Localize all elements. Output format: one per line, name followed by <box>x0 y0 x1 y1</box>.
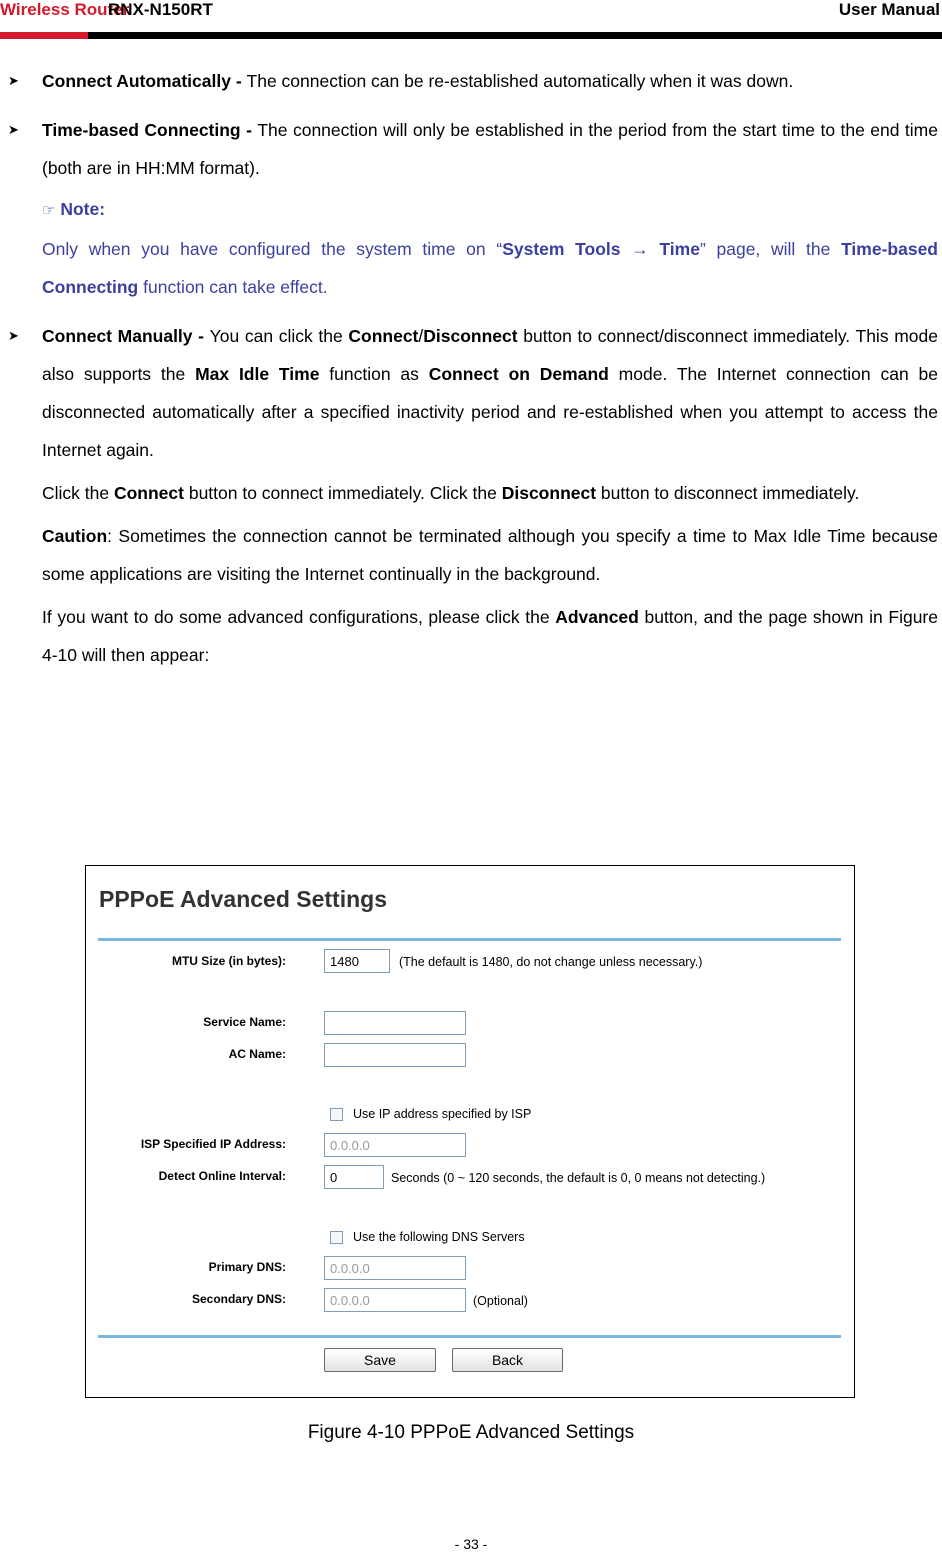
advanced-paragraph: If you want to do some advanced configurations, please click the Advanced button, and the page shown in Figure 4-10 will then appear: <box>42 607 938 665</box>
figure-bottom-rule <box>98 1335 841 1338</box>
header-rule-accent <box>0 32 88 39</box>
caution-paragraph: Caution: Sometimes the connection cannot be terminated although you specify a time to Max Idle Time because some applications are visiting the Internet continually in the background. <box>42 526 938 584</box>
detect-interval-input[interactable] <box>324 1165 384 1189</box>
bullet-term: Connect Manually - <box>42 326 210 346</box>
use-isp-ip-label: Use IP address specified by ISP <box>353 1107 532 1121</box>
header-doc-type: User Manual <box>838 0 940 19</box>
bullet-arrow-icon: ➤ <box>8 328 19 343</box>
header-brand: Wireless Router <box>0 0 130 19</box>
mtu-label: MTU Size (in bytes): <box>171 954 286 968</box>
detect-interval-hint: Seconds (0 ~ 120 seconds, the default is 0, 0 means not detecting.) <box>391 1171 766 1185</box>
header-rule <box>0 32 942 39</box>
ac-name-label: AC Name: <box>228 1047 286 1061</box>
ac-name-input[interactable] <box>324 1043 466 1067</box>
use-dns-checkbox[interactable] <box>330 1231 343 1244</box>
service-name-label: Service Name: <box>203 1015 286 1029</box>
note-heading <box>0 190 942 230</box>
secondary-dns-label: Secondary DNS: <box>191 1292 286 1306</box>
back-button[interactable]: Back <box>452 1348 563 1372</box>
mtu-hint: (The default is 1480, do not change unless necessary.) <box>399 955 703 969</box>
bullet-text: The connection can be re-established automatically when it was down. <box>246 71 794 91</box>
mtu-input[interactable] <box>324 949 390 973</box>
caution-label: Caution <box>42 526 108 546</box>
isp-ip-label: ISP Specified IP Address: <box>140 1137 286 1151</box>
bullet-arrow-icon: ➤ <box>8 73 19 88</box>
click-connect-paragraph: Click the Connect button to connect immediately. Click the Disconnect button to disconnect immediately. <box>42 483 860 503</box>
figure-title: PPPoE Advanced Settings <box>99 886 387 912</box>
pointing-hand-icon: ☞ <box>42 202 56 219</box>
primary-dns-input[interactable] <box>324 1256 466 1280</box>
page-header <box>0 0 942 42</box>
header-model: RNX-N150RT <box>108 0 213 19</box>
bullet-term: Connect Automatically - <box>42 71 247 91</box>
pppoe-advanced-settings-figure <box>85 865 855 1398</box>
service-name-input[interactable] <box>324 1011 466 1035</box>
figure-caption: Figure 4-10 PPPoE Advanced Settings <box>307 1422 635 1443</box>
figure-top-rule <box>98 938 841 941</box>
save-button[interactable]: Save <box>324 1348 436 1372</box>
bullet-term: Time-based Connecting - <box>42 120 258 140</box>
note-menu-path: System Tools → Time <box>502 239 700 259</box>
body-text <box>0 62 942 674</box>
bullet-connect-automatically <box>0 62 942 100</box>
isp-ip-input[interactable] <box>324 1133 466 1157</box>
secondary-dns-input[interactable] <box>324 1288 466 1312</box>
use-dns-label: Use the following DNS Servers <box>353 1230 525 1244</box>
primary-dns-label: Primary DNS: <box>208 1260 286 1274</box>
note-label: Note: <box>60 199 106 219</box>
bullet-time-based <box>0 111 942 187</box>
note-feature: Time-based Connecting <box>42 239 938 297</box>
bullet-text: The connection will only be established in the period from the start time to the end time (both are in HH:MM format). <box>42 120 938 178</box>
detect-interval-label: Detect Online Interval: <box>158 1169 286 1183</box>
secondary-dns-hint: (Optional) <box>473 1294 528 1308</box>
page-number: - 33 - <box>454 1536 488 1552</box>
bullet-arrow-icon: ➤ <box>8 122 19 137</box>
note-body: Only when you have configured the system time on “System Tools → Time” page, will the Time-based Connecting function can take effect. <box>42 239 938 297</box>
use-isp-ip-checkbox[interactable] <box>330 1108 343 1121</box>
bullet-connect-manually: ➤ Connect Manually - You can click the Connect/Disconnect button to connect/disconnect immediately. This mode also supports the Max Idle Time function as Connect on Demand mode. The Internet connection can be disconnected automatically after a specified inactivity period and re-established when you attempt to access the Internet again. <box>0 317 942 469</box>
